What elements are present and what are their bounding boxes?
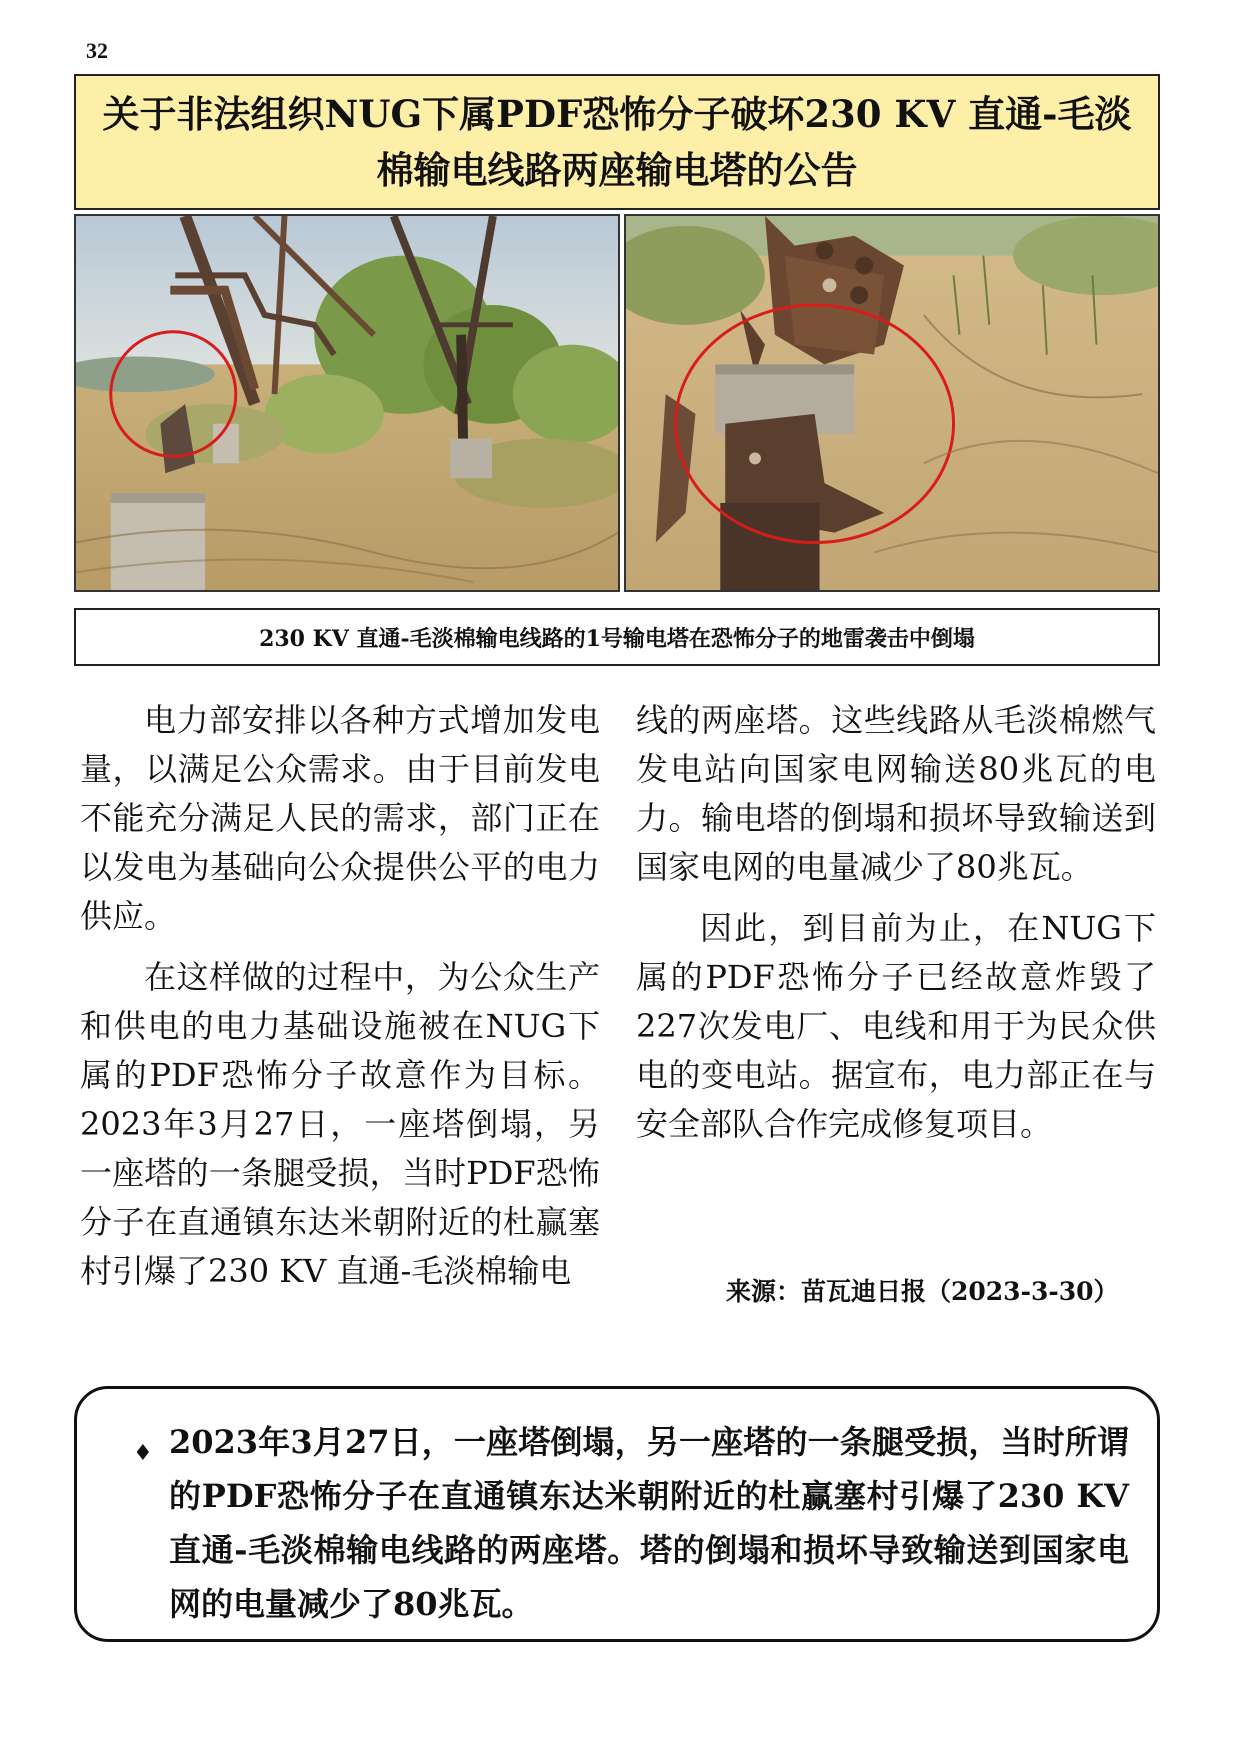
photo-collapsed-tower-image bbox=[76, 216, 618, 590]
body-column-left bbox=[80, 696, 600, 1308]
photo-damaged-leg-closeup bbox=[624, 214, 1160, 592]
photo-caption-box bbox=[74, 608, 1160, 666]
source-citation: 来源：苗瓦迪日报（2023-3-30） bbox=[726, 1277, 1119, 1306]
photo-caption: 230 KV 直通-毛淡棉输电线路的1号输电塔在恐怖分子的地雷袭击中倒塌 bbox=[259, 625, 975, 652]
photo-collapsed-tower bbox=[74, 214, 620, 592]
body-paragraph: 电力部安排以各种方式增加发电量，以满足公众需求。由于目前发电不能充分满足人民的需求，部门正在以发电为基础向公众提供公平的电力供应。 bbox=[80, 701, 600, 935]
photo-damaged-leg-image bbox=[626, 216, 1158, 590]
body-column-right bbox=[636, 696, 1156, 1161]
summary-box bbox=[74, 1386, 1160, 1642]
body-paragraph: 因此，到目前为止，在NUG下属的PDF恐怖分子已经故意炸毁了227次发电厂、电线和用于为民众供电的变电站。据宣布，电力部正在与安全部队合作完成修复项目。 bbox=[636, 909, 1156, 1143]
page-title: 关于非法组织NUG下属PDF恐怖分子破坏230 KV 直通-毛淡棉输电线路两座输电塔的公告 bbox=[102, 92, 1132, 192]
summary-text: 2023年3月27日，一座塔倒塌，另一座塔的一条腿受损，当时所谓的PDF恐怖分子在直通镇东达米朝附近的杜赢塞村引爆了230 KV 直通-毛淡棉输电线路的两座塔。塔的倒塌和损坏导致输送到国家电网的电量减少了80兆瓦。 bbox=[169, 1423, 1129, 1623]
page-number: 32 bbox=[86, 38, 108, 63]
title-box bbox=[74, 74, 1160, 210]
body-paragraph: 在这样做的过程中，为公众生产和供电的电力基础设施被在NUG下属的PDF恐怖分子故意作为目标。2023年3月27日，一座塔倒塌，另一座塔的一条腿受损，当时PDF恐怖分子在直通镇东达米朝附近的杜赢塞村引爆了230 KV 直通-毛淡棉输电 bbox=[80, 958, 600, 1290]
diamond-bullet-icon: ♦ bbox=[133, 1441, 153, 1466]
body-paragraph-continued: 线的两座塔。这些线路从毛淡棉燃气发电站向国家电网输送80兆瓦的电力。输电塔的倒塌和损坏导致输送到国家电网的电量减少了80兆瓦。 bbox=[636, 701, 1156, 886]
